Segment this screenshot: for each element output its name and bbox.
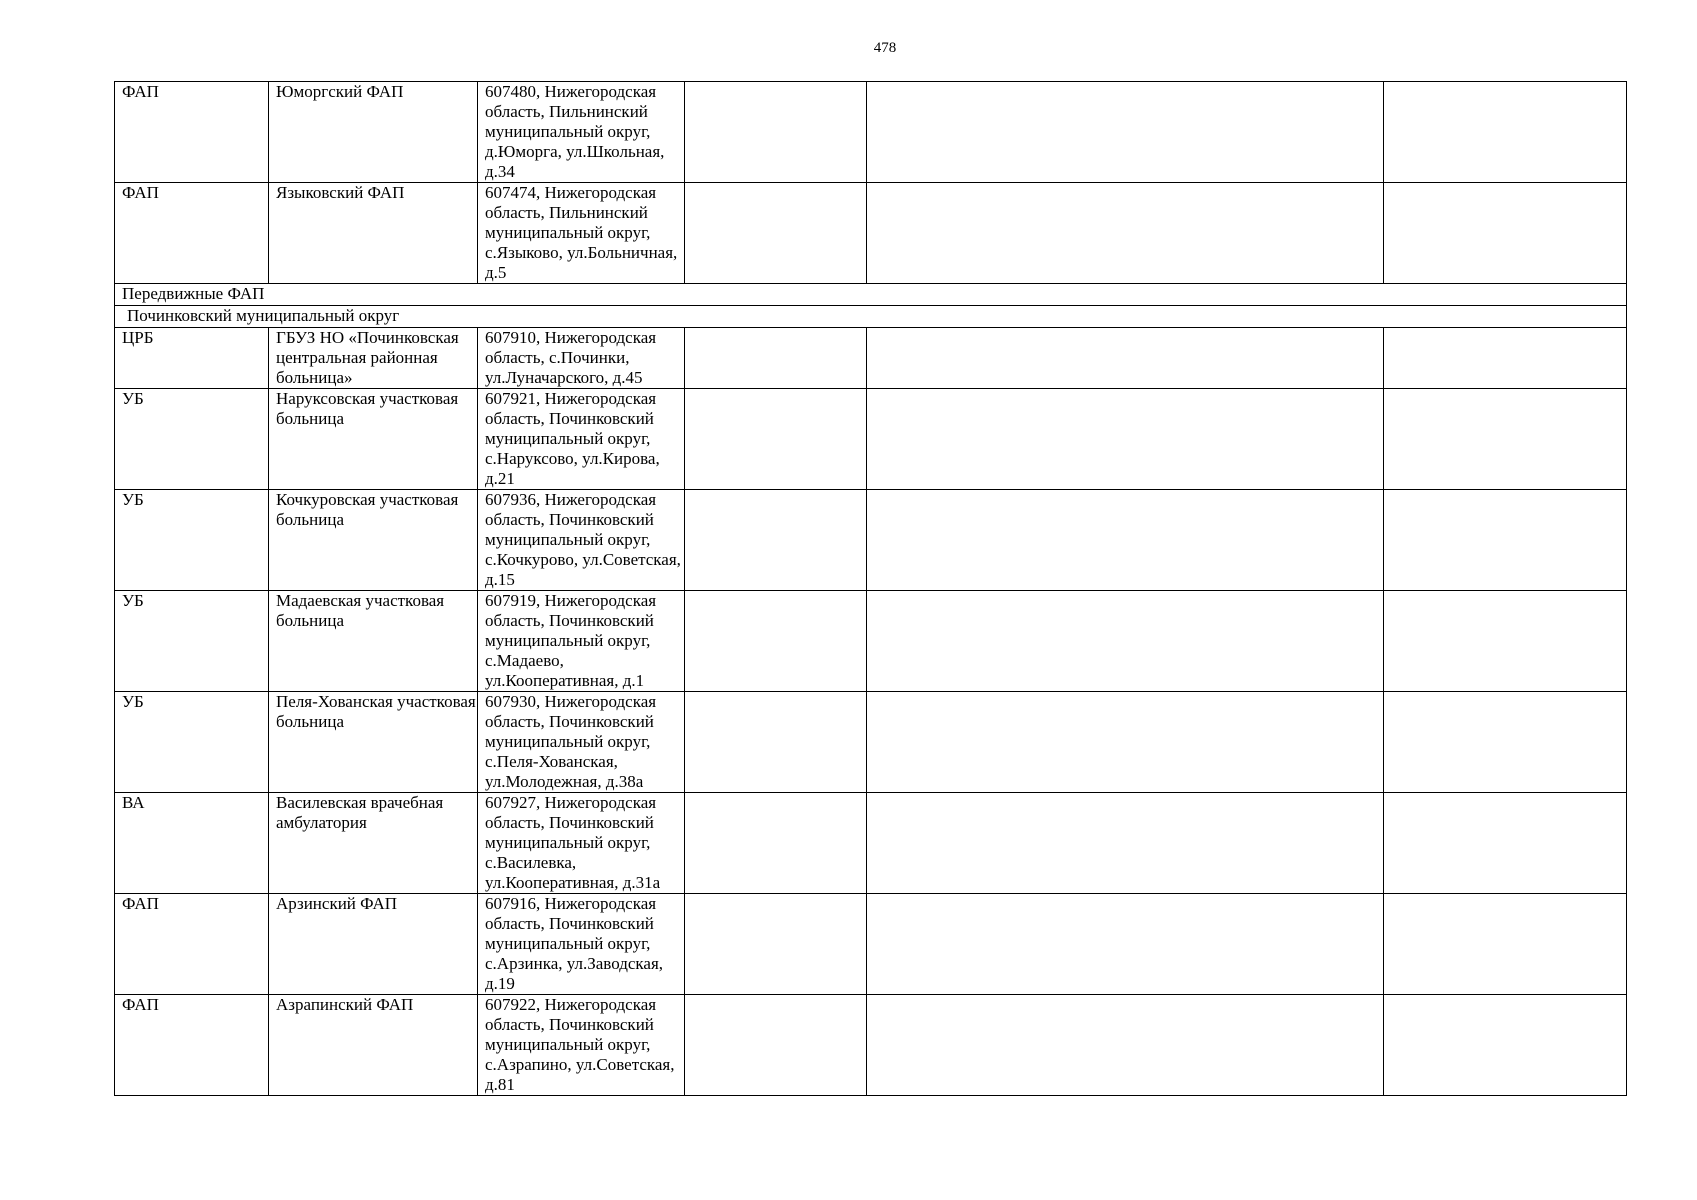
table-row (115, 328, 1627, 389)
empty-cell (867, 183, 1384, 284)
empty-cell (1384, 894, 1627, 995)
empty-cell (867, 328, 1384, 389)
facility-type-cell: ФАП (115, 82, 269, 183)
empty-cell (1384, 183, 1627, 284)
section-label: Починковский муниципальный округ (115, 306, 1627, 328)
empty-cell (685, 692, 867, 793)
facility-name-cell: Мадаевская участковая больница (269, 591, 478, 692)
section-row (115, 284, 1627, 306)
empty-cell (1384, 995, 1627, 1096)
section-row (115, 306, 1627, 328)
empty-cell (685, 591, 867, 692)
facilities-table (114, 81, 1627, 1096)
empty-cell (1384, 490, 1627, 591)
facility-address-cell: 607919, Нижегородская область, Починковский муниципальный округ, с.Мадаево, ул.Кооперативная, д.1 (478, 591, 685, 692)
facility-name-cell: Арзинский ФАП (269, 894, 478, 995)
empty-cell (867, 389, 1384, 490)
facility-name-cell: Кочкуровская участковая больница (269, 490, 478, 591)
facility-address-cell: 607480, Нижегородская область, Пильнинский муниципальный округ, д.Юморга, ул.Школьная, д.34 (478, 82, 685, 183)
table-row (115, 183, 1627, 284)
empty-cell (867, 692, 1384, 793)
empty-cell (1384, 389, 1627, 490)
facility-type-cell: УБ (115, 692, 269, 793)
facility-address-cell: 607916, Нижегородская область, Починковский муниципальный округ, с.Арзинка, ул.Заводская, д.19 (478, 894, 685, 995)
table-row (115, 490, 1627, 591)
facility-address-cell: 607910, Нижегородская область, с.Починки, ул.Луначарского, д.45 (478, 328, 685, 389)
empty-cell (1384, 328, 1627, 389)
empty-cell (867, 82, 1384, 183)
facility-type-cell: УБ (115, 591, 269, 692)
table-row (115, 82, 1627, 183)
facility-address-cell: 607474, Нижегородская область, Пильнинский муниципальный округ, с.Языково, ул.Больничная, д.5 (478, 183, 685, 284)
section-label: Передвижные ФАП (115, 284, 1627, 306)
empty-cell (1384, 591, 1627, 692)
facility-type-cell: ФАП (115, 894, 269, 995)
table-row (115, 793, 1627, 894)
facility-type-cell: ФАП (115, 995, 269, 1096)
table-row (115, 389, 1627, 490)
facility-name-cell: Василевская врачебная амбулатория (269, 793, 478, 894)
facility-type-cell: ФАП (115, 183, 269, 284)
facility-name-cell: Азрапинский ФАП (269, 995, 478, 1096)
facility-name-cell: Наруксовская участковая больница (269, 389, 478, 490)
empty-cell (685, 894, 867, 995)
facility-name-cell: Юморгский ФАП (269, 82, 478, 183)
empty-cell (685, 328, 867, 389)
facility-address-cell: 607927, Нижегородская область, Починковский муниципальный округ, с.Василевка, ул.Кооперативная, д.31а (478, 793, 685, 894)
facility-name-cell: ГБУЗ НО «Починковская центральная районная больница» (269, 328, 478, 389)
empty-cell (685, 82, 867, 183)
facility-type-cell: ЦРБ (115, 328, 269, 389)
facility-name-cell: Пеля-Хованская участковая больница (269, 692, 478, 793)
page-number: 478 (873, 40, 897, 56)
empty-cell (867, 591, 1384, 692)
table-row (115, 894, 1627, 995)
facility-type-cell: ВА (115, 793, 269, 894)
table-row (115, 995, 1627, 1096)
empty-cell (685, 995, 867, 1096)
empty-cell (685, 793, 867, 894)
table-row (115, 591, 1627, 692)
table-row (115, 692, 1627, 793)
table-body (115, 82, 1627, 1096)
facility-type-cell: УБ (115, 490, 269, 591)
empty-cell (867, 490, 1384, 591)
empty-cell (1384, 692, 1627, 793)
facility-address-cell: 607921, Нижегородская область, Починковский муниципальный округ, с.Наруксово, ул.Кирова, д.21 (478, 389, 685, 490)
facility-address-cell: 607930, Нижегородская область, Починковский муниципальный округ, с.Пеля-Хованская, ул.Молодежная, д.38а (478, 692, 685, 793)
facility-name-cell: Языковский ФАП (269, 183, 478, 284)
facility-type-cell: УБ (115, 389, 269, 490)
empty-cell (685, 389, 867, 490)
empty-cell (867, 995, 1384, 1096)
empty-cell (867, 894, 1384, 995)
empty-cell (685, 490, 867, 591)
empty-cell (1384, 82, 1627, 183)
empty-cell (1384, 793, 1627, 894)
facility-address-cell: 607922, Нижегородская область, Починковский муниципальный округ, с.Азрапино, ул.Советская, д.81 (478, 995, 685, 1096)
facility-address-cell: 607936, Нижегородская область, Починковский муниципальный округ, с.Кочкурово, ул.Советская, д.15 (478, 490, 685, 591)
empty-cell (685, 183, 867, 284)
empty-cell (867, 793, 1384, 894)
